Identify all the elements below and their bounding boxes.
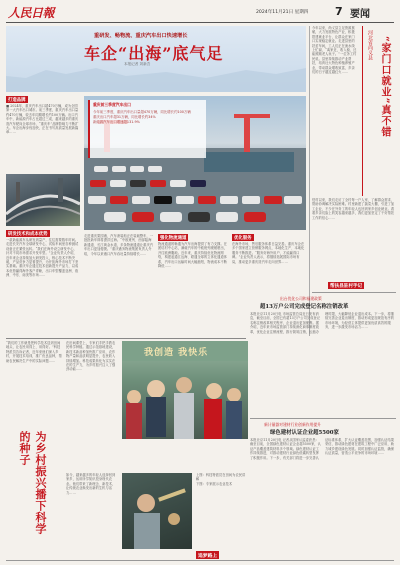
story-3-kicker: 新计量器对建材行业创新作用提升 <box>264 422 321 427</box>
masthead <box>0 0 400 24</box>
section-heading-1: 打造品牌 <box>8 97 26 103</box>
lead-col-1 <box>6 96 80 336</box>
feature-caption-1: 上图：科技特派员在田间为农民讲解 <box>196 473 246 482</box>
highway-photo <box>6 174 80 226</box>
lead-paragraph-4: 物流通道的畅通为汽车出海提供了有力支撑。在团结村中心站，满载汽车的中欧班列缓缓驶出，开往欧洲腹地。近年来，重庆持续优化物流网络，构建起通江达海、联通全球的立体化通道体系，汽车出口运输时间大幅缩短，物流成本不断降低…… <box>158 242 228 269</box>
lead-paragraph-1: ■ 2024年，重庆汽车出口超470万辆，成为全国第一大汽车出口城市。前三季度，重庆汽车出口量约470万辆，较去年同期增长约100万辆。出口汽车中，新能源汽车占比超过三成，越来越多的重庆造汽车驶向全球市场，“重庆车”品牌影响力不断扩大。车企出海步伐加快，正在书写高质量发展新篇章…… <box>6 104 79 135</box>
section-heading-2: 研发技术和成本优势 <box>8 231 48 237</box>
headline-banner <box>6 26 306 92</box>
lead-paragraph-5: 在海外市场，售后服务体系日益完善。重庆车企在多个国家建立营销服务网点，本地化生产、本地化服务不断推进。“服务好海外用户，才能赢得口碑。”企业负责人表示，将继续拓展国际市场布局，推动更多重庆造汽车走向世界…… <box>232 242 305 264</box>
page-section-name: 要闻 <box>350 9 370 20</box>
lead-kicker: 重研发、畅物流、重庆汽车出口快速增长 <box>94 33 188 39</box>
feature-headline: 为乡村振兴播下科学的种子 <box>18 431 47 535</box>
right-feature-title <box>362 26 396 196</box>
feature-photo-caption <box>196 473 248 513</box>
section-heading-3: 强化物流通道 <box>160 235 187 241</box>
lead-story <box>6 26 306 336</box>
story-2-body: 本报北京11月20日电 市场监管总局近日发布消息，截至目前，全国已有超13万户公司完成登记名称注销改革相关程序，企业退出更加便利。据介绍，近年来市场监管部门持续深化商事制度改革，优化企业注销流程，推行简易注销，压缩办理时限，大幅降低企业退出成本。下一步，将继续完善企业退出制度，推动形成更加规范有序的市场环境，为经营主体提供更加优质高效的服务，进一步激发市场活力…… <box>250 312 395 334</box>
infobox-line-1: 今年前三季度，重庆汽车出口量超470万辆，同比增长约100万辆 <box>93 110 191 114</box>
infobox-line-3: 新能源汽车出口增速超131.9% <box>93 120 140 124</box>
story-3-body: 本报北京11月20日电 记者从国家认监委获悉：截至目前，全国绿色建材认证企业超5500家，认证产品覆盖建筑材料多个领域。绿色建材认证工作持续推进，对推动建材行业绿色低碳转型发挥了积极作用。下一步，有关部门将进一步完善认证标准体系，扩大认证覆盖范围，加强认证结果采信，推动绿色建材在建筑工程中广泛应用，助力城乡建设绿色发展。同时加强认证监管，确保认证质量，营造公平竞争的市场环境…… <box>250 438 395 460</box>
masthead-rule <box>6 22 394 23</box>
feature-photo-main <box>122 341 248 439</box>
feature-paragraph-3: 如今，越来越多的年轻人选择回到家乡，运用所学知识投身现代农业。他们带来了新理念、新技术，让传统农业焕发出新的生机与活力…… <box>66 473 116 495</box>
story-2-kicker: 出台优化公司和福建政策 <box>280 296 322 301</box>
statistics-infobox <box>88 100 206 158</box>
right-feature-headline: “家门口就业”真不错 <box>379 36 390 138</box>
footer-rule <box>6 560 394 561</box>
issue-date: 2024年11月21日 星期四 <box>256 10 309 15</box>
lead-paragraph-3: 走进重庆果园港，汽车滚装船正在装载整车，一批批新车即将漂洋过海。“中欧班列、西部陆海新通道、长江黄金水道，多条物流通道让重庆汽车出口更加便捷。”重庆港务物流集团负责人介绍，今年以来港口汽车吞吐量持续增长…… <box>84 234 154 256</box>
feature-photo-sign: 我创造 我快乐 <box>144 348 209 358</box>
story-2 <box>250 296 396 416</box>
newspaper-logo: 人民日報 <box>8 6 55 20</box>
right-feature-subtitle: 河北省尚义县 <box>367 30 373 60</box>
right-paragraph-1: 今年以来，尚义县立足资源禀赋，大力发展特色产业，积极搭建就业平台，让群众在家门口实现稳定就业。走进县里的扶贫车间，工人们正在流水线上忙碌，“离家近，收入稳，还能照顾老人孩子。”一位务工村民说。县里持续推动产业帮扶，培育壮大特色种植养殖产业，带动群众增收致富，乡亲们的日子越过越红火…… <box>312 26 357 75</box>
feature-tag: 追梦路上 <box>196 551 219 559</box>
column-divider <box>309 26 310 336</box>
lead-byline: 本报记者 刘新吾 <box>124 62 151 66</box>
right-rule-1 <box>312 292 396 293</box>
feature-paragraph-1: “我们的工作就是把科学技术送到田间地头，让农民用得上、用得好。”科技特派员告诉记者，近年来他们深入乡村，开展技术培训，推广优良品种，帮助农民解决生产中的实际问题…… <box>6 341 62 363</box>
right-paragraph-2: 驻村以来，我们走访了全村每一户人家，了解群众需求，帮助协调解决实际困难。村里新建了蔬菜大棚，引进了加工企业，不少在外务工的年轻人也回到家乡创业就业。看着乡亲们脸上的笑容越来越多，我们更加坚定了干好帮扶工作的信心…… <box>312 198 395 220</box>
infobox-title: 重庆前三季度汽车出口 <box>93 102 131 107</box>
story-3-headline: 绿色建材认证企业超5500家 <box>270 430 339 436</box>
feature-paragraph-2: 在田间课堂上，专家们手把手教农民科学种植。通过示范基地建设，新技术新品种加快推广应用，农作物产量和品质明显提升，农民收入持续增加。科技成果转化为实实在在的生产力，为乡村振兴注入了强劲动能…… <box>66 341 116 372</box>
feature-story <box>6 341 248 559</box>
feature-caption-2: 下图：专家展示农业技术 <box>196 481 233 486</box>
infobox-line-2: 重庆出口汽车超31万辆，同比增长约34% <box>93 115 156 119</box>
feature-photo-secondary <box>122 473 192 549</box>
lead-headline: 车企“出海”底气足 <box>84 44 224 63</box>
car-port-photo <box>84 96 306 230</box>
page-number: 7 <box>335 5 343 18</box>
section-heading-4: 优化服务 <box>234 235 252 241</box>
right-tag: 帮扶县驻村手记 <box>330 283 363 289</box>
feature-top-rule <box>6 338 246 339</box>
story-divider-1 <box>250 418 396 419</box>
story-2-headline: 超13万户公司完成登记名称注销改革 <box>260 304 349 310</box>
lead-paragraph-2: 一款新能源车从研发到量产，往往需要数年时间。走进长安汽车全球研发中心，试验车间里各种测试设备正在紧张运转。“我们在海外设立研发中心，针对不同市场需求开发车型。”企业负责人介绍，近年来企业持续加大研发投入，核心技术不断突破，产品竞争力显著提升，为开拓海外市场打下坚实基础。重庆车企通过技术创新提升产品力，以成本优势赢得海外客户青睐，出口车型覆盖亚洲、欧洲、中东、南美等市场…… <box>6 238 79 278</box>
story-3 <box>250 422 396 552</box>
